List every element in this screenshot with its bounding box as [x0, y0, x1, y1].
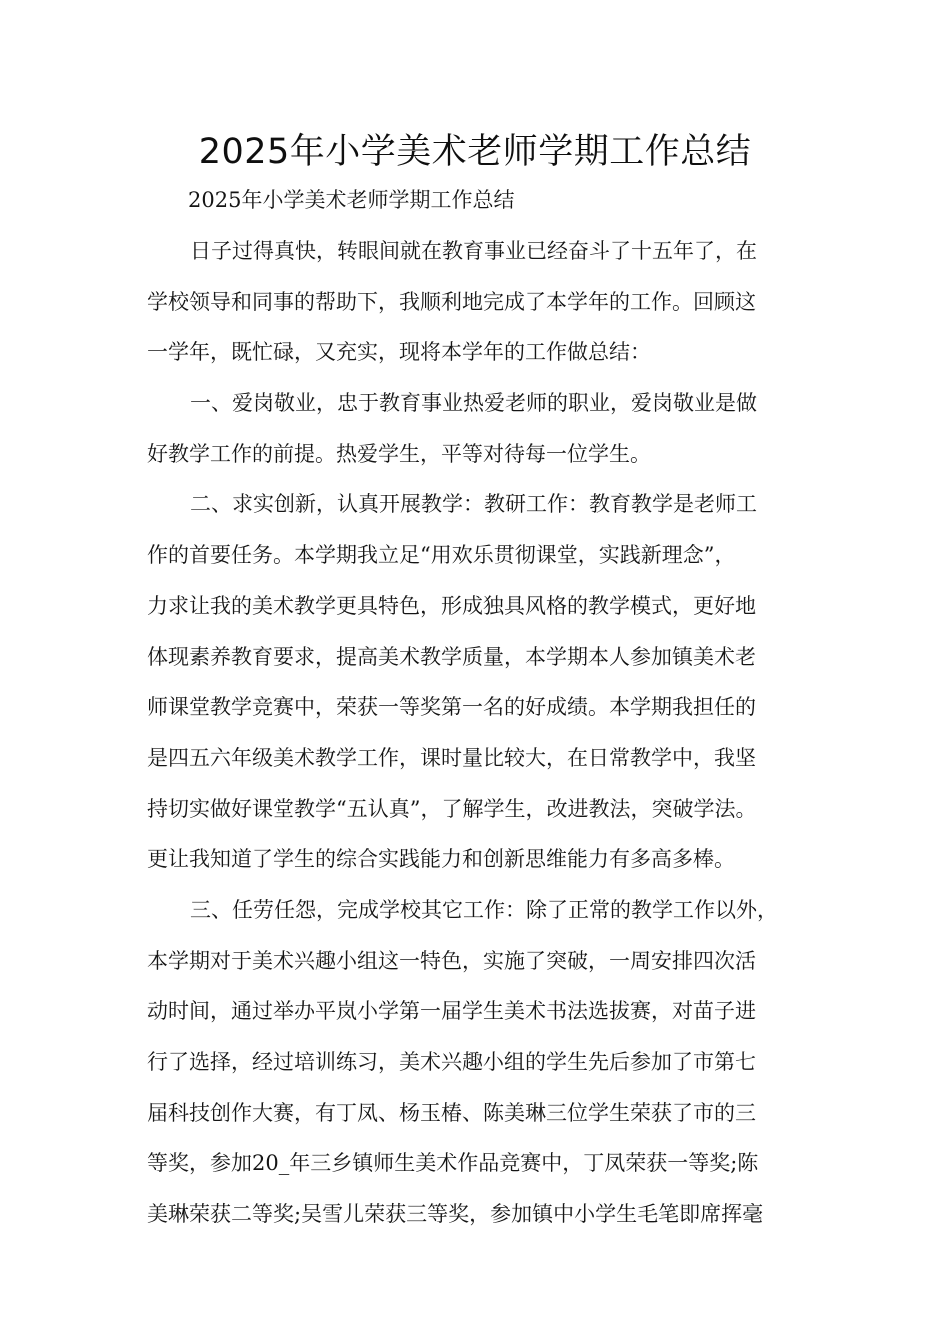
body-text-line: 届科技创作大赛，有丁凤、杨玉椿、陈美琳三位学生荣获了市的三 — [147, 1100, 756, 1125]
body-text-line: 师课堂教学竞赛中，荣获一等奖第一名的好成绩。本学期我担任的 — [147, 695, 756, 720]
body-text-line: 一、爱岗敬业，忠于教育事业热爱老师的职业，爱岗敬业是做 — [190, 391, 757, 416]
body-text-line: 三、任劳任怨，完成学校其它工作：除了正常的教学工作以外， — [190, 897, 778, 922]
body-text-line: 更让我知道了学生的综合实践能力和创新思维能力有多高多棒。 — [147, 847, 735, 872]
body-text-line: 本学期对于美术兴趣小组这一特色，实施了突破，一周安排四次活 — [147, 948, 756, 973]
body-text-line: 学校领导和同事的帮助下，我顺利地完成了本学年的工作。回顾这 — [147, 289, 756, 314]
body-text-line: 持切实做好课堂教学“五认真”，了解学生，改进教法，突破学法。 — [147, 796, 757, 821]
body-text-line: 好教学工作的前提。热爱学生，平等对待每一位学生。 — [147, 441, 651, 466]
body-text-line: 等奖，参加20_年三乡镇师生美术作品竞赛中，丁凤荣获一等奖;陈 — [147, 1151, 759, 1176]
body-text-line: 力求让我的美术教学更具特色，形成独具风格的教学模式，更好地 — [147, 593, 756, 618]
document-title: 2025年小学美术老师学期工作总结 — [198, 132, 752, 172]
body-text-line: 二、求实创新，认真开展教学：教研工作：教育教学是老师工 — [190, 492, 757, 517]
body-text-line: 是四五六年级美术教学工作，课时量比较大，在日常教学中，我坚 — [147, 745, 756, 770]
body-text-line: 美琳荣获二等奖;吴雪儿荣获三等奖，参加镇中小学生毛笔即席挥毫 — [147, 1202, 764, 1227]
body-text-line: 日子过得真快，转眼间就在教育事业已经奋斗了十五年了，在 — [190, 239, 757, 263]
body-text-line: 一学年，既忙碌，又充实，现将本学年的工作做总结： — [147, 340, 651, 365]
body-text-line: 作的首要任务。本学期我立足“用欢乐贯彻课堂，实践新理念”， — [147, 543, 736, 568]
body-text-line: 行了选择，经过培训练习，美术兴趣小组的学生先后参加了市第七 — [147, 1050, 756, 1074]
body-text-line: 动时间，通过举办平岚小学第一届学生美术书法选拔赛，对苗子进 — [147, 999, 756, 1024]
body-text-line: 体现素养教育要求，提高美术教学质量，本学期本人参加镇美术老 — [147, 644, 756, 669]
document-subtitle: 2025年小学美术老师学期工作总结 — [188, 188, 515, 212]
document-body — [147, 233, 837, 1247]
